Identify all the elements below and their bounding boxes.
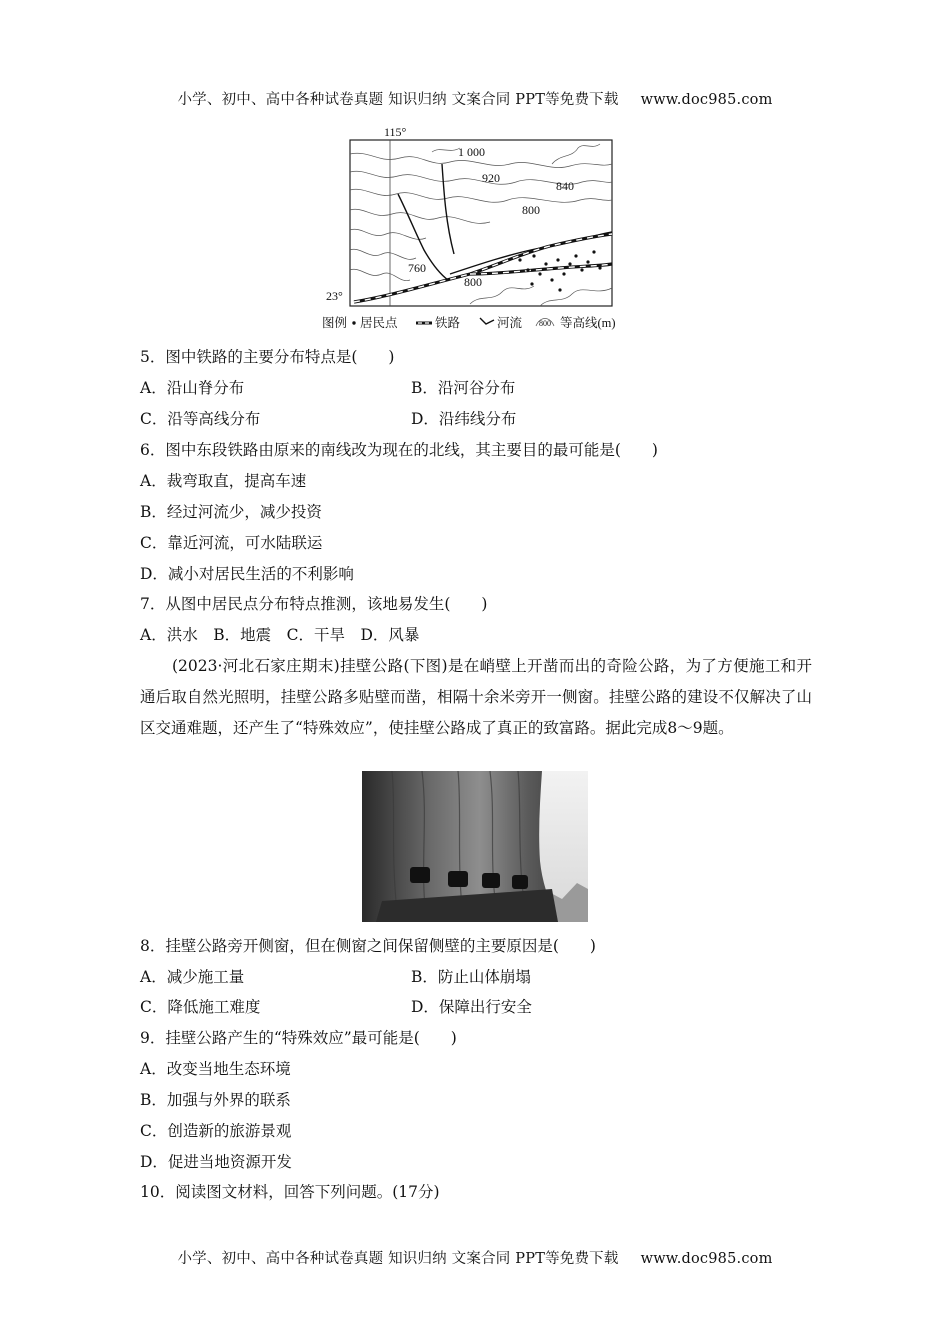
q5-option-d[interactable]: D．沿纬线分布 bbox=[411, 410, 517, 428]
contour-label-920: 920 bbox=[482, 171, 500, 185]
legend-river-symbol bbox=[480, 318, 494, 324]
q5-option-a[interactable]: A．沿山脊分布 bbox=[140, 379, 245, 397]
header-url[interactable]: www.doc985.com bbox=[640, 92, 773, 108]
page-footer bbox=[0, 1247, 950, 1268]
q9-stem: 9．挂壁公路产生的“特殊效应”最可能是( ) bbox=[140, 1029, 457, 1047]
latitude-label: 23° bbox=[326, 289, 343, 303]
q9-option-b[interactable]: B．加强与外界的联系 bbox=[140, 1091, 291, 1109]
longitude-label: 115° bbox=[384, 125, 407, 139]
q5-stem: 5．图中铁路的主要分布特点是( ) bbox=[140, 348, 395, 366]
q6-option-a[interactable]: A．裁弯取直，提高车速 bbox=[140, 472, 307, 490]
map-legend bbox=[322, 315, 616, 330]
q8-option-d[interactable]: D．保障出行安全 bbox=[411, 998, 532, 1016]
q6-option-d[interactable]: D．减小对居民生活的不利影响 bbox=[140, 565, 354, 583]
footer-url[interactable]: www.doc985.com bbox=[640, 1251, 773, 1267]
q8-option-c[interactable]: C．降低施工难度 bbox=[140, 998, 261, 1016]
q5-option-c[interactable]: C．沿等高线分布 bbox=[140, 410, 261, 428]
legend-railway: 铁路 bbox=[435, 316, 461, 330]
passage-8-9 bbox=[140, 651, 812, 744]
q6-stem: 6．图中东段铁路由原来的南线改为现在的北线，其主要目的最可能是( ) bbox=[140, 441, 658, 459]
topographic-map bbox=[320, 124, 630, 336]
q9-option-c[interactable]: C．创造新的旅游景观 bbox=[140, 1122, 292, 1140]
legend-title: 图例 bbox=[322, 316, 348, 330]
contour-label-1000: 1 000 bbox=[458, 145, 485, 159]
q8-stem: 8．挂壁公路旁开侧窗，但在侧窗之间保留侧壁的主要原因是( ) bbox=[140, 937, 596, 955]
q5-option-b[interactable]: B．沿河谷分布 bbox=[411, 379, 516, 397]
q6-option-c[interactable]: C．靠近河流，可水陆联运 bbox=[140, 534, 323, 552]
legend-river: 河流 bbox=[497, 316, 523, 330]
cliff-road-photo bbox=[362, 771, 588, 922]
q9-option-d[interactable]: D．促进当地资源开发 bbox=[140, 1153, 292, 1171]
legend-contour-sample: 800 bbox=[539, 319, 551, 328]
q8-option-b[interactable]: B．防止山体崩塌 bbox=[411, 968, 531, 986]
q8-row-2 bbox=[140, 997, 532, 1017]
q10-stem: 10．阅读图文材料，回答下列问题。(17分) bbox=[140, 1183, 440, 1201]
page-header bbox=[0, 88, 950, 109]
contour-label-800-bottom: 800 bbox=[464, 275, 482, 289]
q5-row-1 bbox=[140, 378, 516, 398]
q5-row-2 bbox=[140, 409, 517, 429]
legend-contour: 等高线(m) bbox=[560, 316, 616, 330]
q8-row-1 bbox=[140, 967, 531, 987]
legend-settlement-dot bbox=[352, 321, 355, 324]
passage-text: (2023·河北石家庄期末)挂壁公路(下图)是在峭壁上开凿而出的奇险公路，为了方便施工和开通后取自然光照明，挂壁公路多贴壁而凿，相隔十余米旁开一侧窗。挂壁公路的建设不仅解决了山区交通难题，还产生了“特殊效应”，使挂壁公路成了真正的致富路。据此完成8～9题。 bbox=[140, 657, 812, 737]
q8-option-a[interactable]: A．减少施工量 bbox=[140, 968, 245, 986]
contour-label-840: 840 bbox=[556, 179, 574, 193]
q7-stem: 7．从图中居民点分布特点推测，该地易发生( ) bbox=[140, 595, 488, 613]
footer-text: 小学、初中、高中各种试卷真题 知识归纳 文案合同 PPT等免费下载 bbox=[177, 1251, 619, 1267]
q9-option-a[interactable]: A．改变当地生态环境 bbox=[140, 1060, 291, 1078]
q6-option-b[interactable]: B．经过河流少，减少投资 bbox=[140, 503, 322, 521]
contour-label-760: 760 bbox=[408, 261, 426, 275]
contour-label-800-top: 800 bbox=[522, 203, 540, 217]
q7-options[interactable]: A．洪水 B．地震 C．干旱 D．风暴 bbox=[140, 626, 420, 644]
header-text: 小学、初中、高中各种试卷真题 知识归纳 文案合同 PPT等免费下载 bbox=[177, 92, 619, 108]
legend-settlement: 居民点 bbox=[360, 316, 398, 330]
